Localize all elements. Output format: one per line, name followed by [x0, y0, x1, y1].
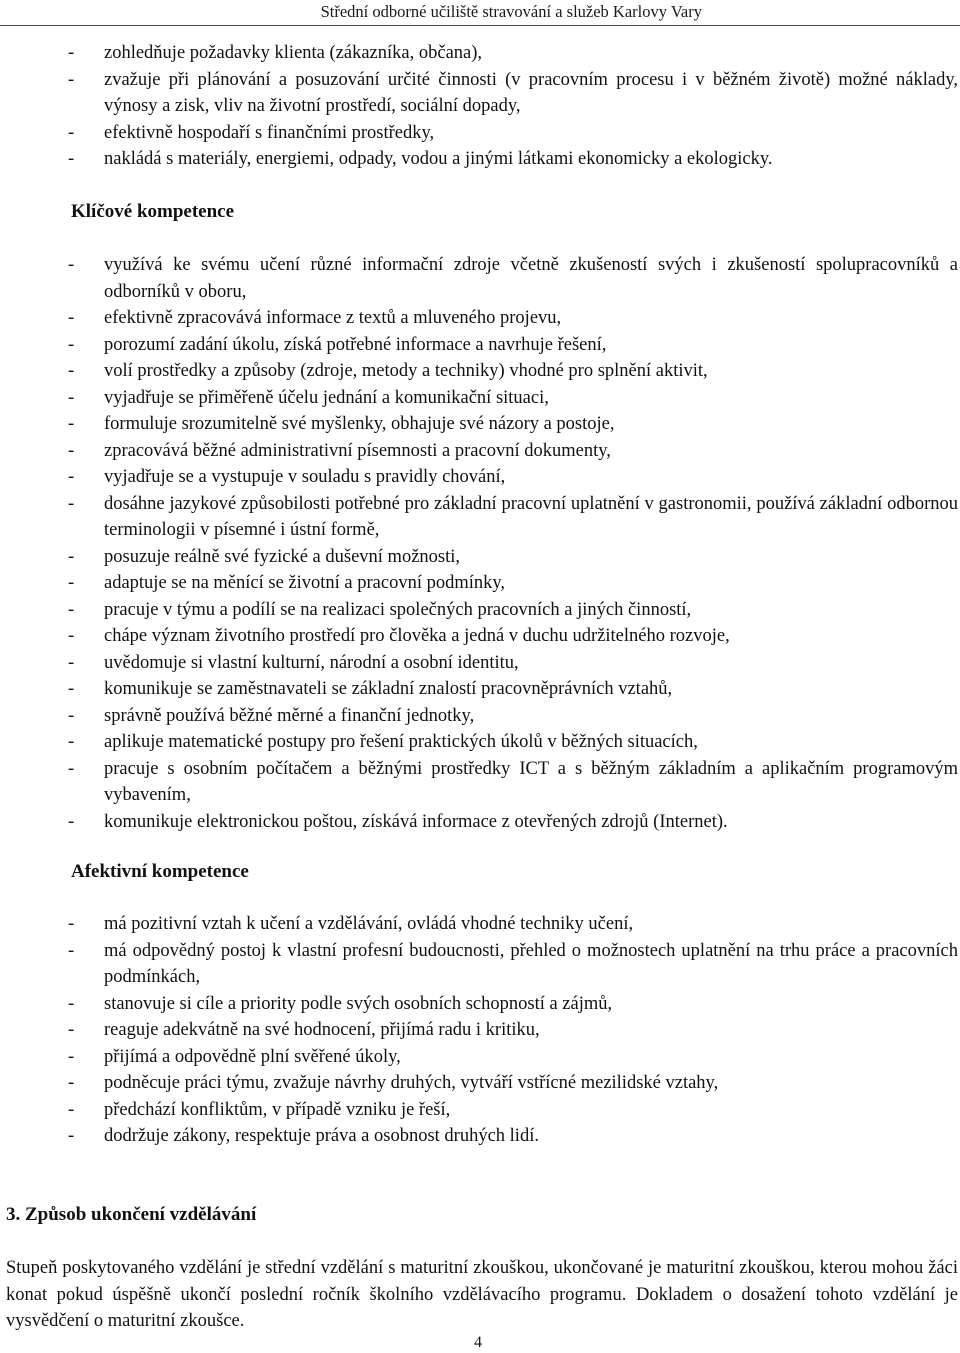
list-item: - aplikuje matematické postupy pro řešení praktických úkolů v běžných situacích,	[66, 729, 958, 756]
affective-competences-list	[66, 911, 958, 1150]
list-item: - zohledňuje požadavky klienta (zákazníka, občana),	[66, 40, 958, 67]
section-3-paragraph: Stupeň poskytovaného vzdělání je střední vzdělání s maturitní zkouškou, ukončované je maturitní zkouškou, kterou mohou žáci konat pokud úspěšně ukončí poslední ročník školního vzdělávacího programu. Dokladem o dosažení tohoto vzdělání je vysvědčení o maturitní zkoušce.	[6, 1258, 958, 1331]
list-item: - volí prostředky a způsoby (zdroje, metody a techniky) vhodné pro splnění aktivit,	[66, 358, 958, 385]
page-header: Střední odborné učiliště stravování a služeb Karlovy Vary	[320, 2, 702, 21]
affective-competences-container	[66, 911, 958, 1150]
list-item: - efektivně hospodaří s finančními prostředky,	[66, 120, 958, 147]
list-item: - efektivně zpracovává informace z textů a mluveného projevu,	[66, 305, 958, 332]
section-3-heading: 3. Způsob ukončení vzdělávání	[6, 1204, 257, 1225]
list-item: - má pozitivní vztah k učení a vzdělávání, ovládá vhodné techniky učení,	[66, 911, 958, 938]
intro-list-container	[66, 40, 958, 173]
page-number: 4	[474, 1334, 482, 1351]
intro-list	[66, 40, 958, 173]
list-item: - správně používá běžné měrné a finanční jednotky,	[66, 703, 958, 730]
list-item: - posuzuje reálně své fyzické a duševní možnosti,	[66, 544, 958, 571]
key-competences-list	[66, 252, 958, 835]
list-item: - zpracovává běžné administrativní písemnosti a pracovní dokumenty,	[66, 438, 958, 465]
header-divider	[0, 25, 960, 26]
list-item: - využívá ke svému učení různé informační zdroje včetně zkušeností svých i zkušeností spolupracovníků a odborníků v oboru,	[66, 252, 958, 305]
list-item: - adaptuje se na měnící se životní a pracovní podmínky,	[66, 570, 958, 597]
affective-competences-heading: Afektivní kompetence	[71, 861, 249, 882]
list-item: - dodržuje zákony, respektuje práva a osobnost druhých lidí.	[66, 1123, 958, 1150]
list-item: - dosáhne jazykové způsobilosti potřebné pro základní pracovní uplatnění v gastronomii, používá základní odbornou terminologii v písemné i ústní formě,	[66, 491, 958, 544]
list-item: - stanovuje si cíle a priority podle svých osobních schopností a zájmů,	[66, 991, 958, 1018]
list-item: - uvědomuje si vlastní kulturní, národní a osobní identitu,	[66, 650, 958, 677]
list-item: - podněcuje práci týmu, zvažuje návrhy druhých, vytváří vstřícné mezilidské vztahy,	[66, 1070, 958, 1097]
key-competences-container	[66, 252, 958, 835]
list-item: - zvažuje při plánování a posuzování určité činnosti (v pracovním procesu i v běžném životě) možné náklady, výnosy a zisk, vliv na životní prostředí, sociální dopady,	[66, 67, 958, 120]
list-item: - komunikuje elektronickou poštou, získává informace z otevřených zdrojů (Internet).	[66, 809, 958, 836]
key-competences-heading: Klíčové kompetence	[71, 201, 235, 222]
list-item: - pracuje v týmu a podílí se na realizaci společných pracovních a jiných činností,	[66, 597, 958, 624]
list-item: - reaguje adekvátně na své hodnocení, přijímá radu i kritiku,	[66, 1017, 958, 1044]
list-item: - pracuje s osobním počítačem a běžnými prostředky ICT a s běžným základním a aplikačním programovým vybavením,	[66, 756, 958, 809]
list-item: - předchází konfliktům, v případě vzniku je řeší,	[66, 1097, 958, 1124]
list-item: - přijímá a odpovědně plní svěřené úkoly,	[66, 1044, 958, 1071]
list-item: - formuluje srozumitelně své myšlenky, obhajuje své názory a postoje,	[66, 411, 958, 438]
list-item: - chápe význam životního prostředí pro člověka a jedná v duchu udržitelného rozvoje,	[66, 623, 958, 650]
list-item: - komunikuje se zaměstnavateli se základní znalostí pracovněprávních vztahů,	[66, 676, 958, 703]
list-item: - porozumí zadání úkolu, získá potřebné informace a navrhuje řešení,	[66, 332, 958, 359]
list-item: - má odpovědný postoj k vlastní profesní budoucnosti, přehled o možnostech uplatnění na trhu práce a pracovních podmínkách,	[66, 938, 958, 991]
list-item: - vyjadřuje se přiměřeně účelu jednání a komunikační situaci,	[66, 385, 958, 412]
list-item: - vyjadřuje se a vystupuje v souladu s pravidly chování,	[66, 464, 958, 491]
list-item: - nakládá s materiály, energiemi, odpady, vodou a jinými látkami ekonomicky a ekologicky.	[66, 146, 958, 173]
